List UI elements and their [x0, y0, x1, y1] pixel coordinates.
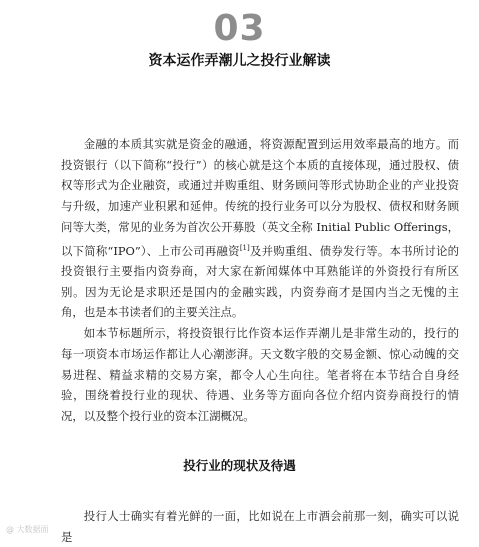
- section-first-paragraph: [61, 506, 459, 547]
- paragraph-1: [61, 134, 459, 323]
- chapter-number: 03: [213, 8, 266, 49]
- section-heading: 投行业的现状及待遇: [183, 458, 296, 473]
- section-first-line: 投行人士确实有着光鲜的一面，比如说在上市酒会前那一刻，确实可以说是: [61, 509, 459, 544]
- body-text: [61, 134, 459, 427]
- paragraph-2: 如本节标题所示，将投资银行比作资本运作弄潮儿是非常生动的，投行的每一项资本市场运作都让人心潮澎湃。天文数字般的交易金额、惊心动魄的交易进程、精益求精的交易方案，都令人心生向往。笔者将在本节结合自身经验，围绕着投行业的现状、待遇、业务等方面向各位介绍内资券商投行的情况，以及整个投行业的资本江湖概况。: [61, 326, 459, 423]
- paragraph-1-part-a: 金融的本质其实就是资金的融通，将资源配置到运用效率最高的地方。而投资银行（以下简称“投行”）的核心就是这个本质的直接体现，通过股权、债权等形式为企业融资，或通过并购重组、财务顾问等形式协助企业的产业投资与升级，加速产业积累和延伸。传统的投行业务可以分为股权、债权和财务顾问等大类，常见的业务为首次公开募股（英文全称 Initial Public Offerings，以下简称“IPO”）、上市公司再融资: [61, 137, 459, 258]
- paragraph-1-part-b: 及并购重组、债券发行等。本书所讨论的投资银行主要指内资券商，对大家在新闻媒体中耳熟能详的外资投行有所区别。因为无论是求职还是国内的金融实践，内资券商才是国内当之无愧的主角，也是本书读者们的主要关注点。: [61, 243, 459, 320]
- watermark: @ 大数据面: [6, 525, 49, 534]
- chapter-title: 资本运作弄潮儿之投行业解读: [148, 53, 331, 69]
- footnote-marker: [1]: [239, 243, 250, 252]
